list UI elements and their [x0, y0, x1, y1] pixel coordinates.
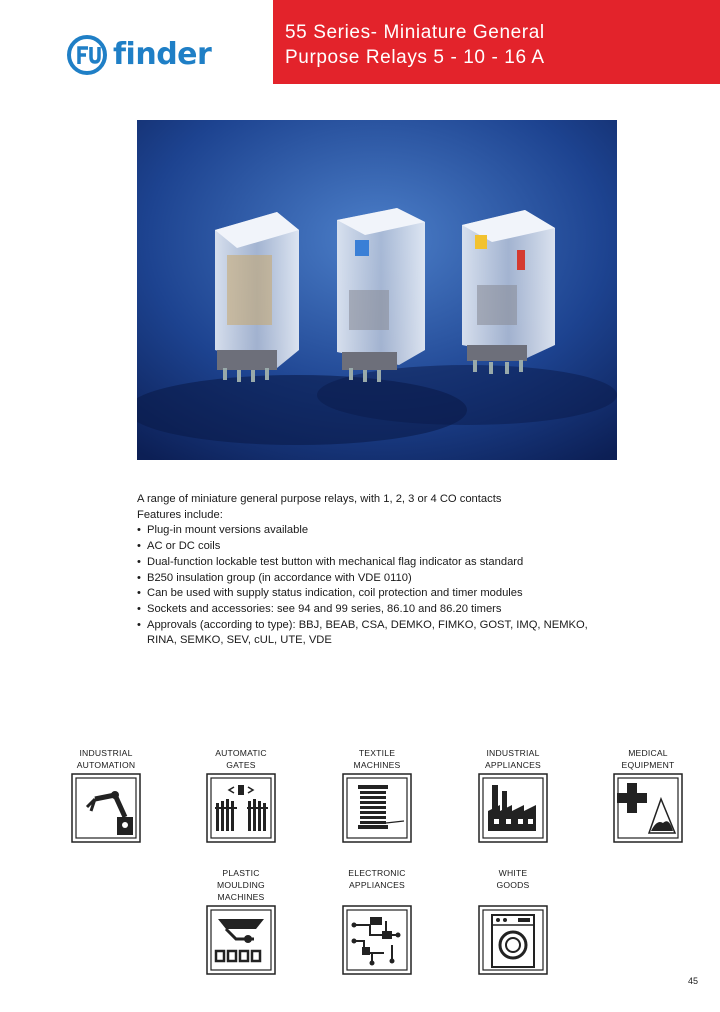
feature-item: • Can be used with supply status indication, coil protection and timer modules — [137, 586, 607, 602]
application-label: ELECTRONIC APPLIANCES — [348, 868, 406, 890]
page-title-line-1: 55 Series- Miniature General — [285, 22, 545, 43]
feature-item: • AC or DC coils — [137, 539, 607, 555]
page-number: 45 — [688, 976, 699, 986]
feature-item: • B250 insulation group (in accordance with VDE 0110) — [137, 571, 607, 587]
washing-machine-icon — [478, 905, 548, 975]
description-block — [137, 492, 607, 649]
finder-logo-mark-icon — [66, 34, 108, 76]
feature-item: • Dual-function lockable test button with mechanical flag indicator as standard — [137, 555, 607, 571]
application-medical-equipment — [588, 747, 708, 771]
relay-1 — [215, 212, 299, 382]
application-industrial-automation — [46, 747, 166, 771]
moulding-icon — [206, 905, 276, 975]
application-industrial-appliances — [453, 747, 573, 771]
circuit-board-icon — [342, 905, 412, 975]
relay-2 — [337, 208, 425, 382]
application-label: PLASTIC MOULDING MACHINES — [217, 868, 265, 902]
application-label: TEXTILE MACHINES — [353, 748, 401, 770]
application-label: AUTOMATIC GATES — [215, 748, 267, 770]
application-automatic-gates — [181, 747, 301, 771]
application-plastic-moulding-machines — [181, 867, 301, 903]
gate-icon — [206, 773, 276, 843]
spool-icon — [342, 773, 412, 843]
factory-icon — [478, 773, 548, 843]
feature-item: • Plug-in mount versions available — [137, 523, 607, 539]
application-label: MEDICAL EQUIPMENT — [621, 748, 675, 770]
application-white-goods — [453, 867, 573, 891]
features-list — [137, 523, 607, 649]
title-banner — [273, 0, 720, 84]
feature-item: • Approvals (according to type): BBJ, BEAB, CSA, DEMKO, FIMKO, GOST, IMQ, NEMKO, RINA, SEMKO, SEV, cUL, UTE, VDE — [137, 618, 607, 649]
medical-cross-icon — [613, 773, 683, 843]
application-label: WHITE GOODS — [496, 868, 530, 890]
application-textile-machines — [317, 747, 437, 771]
application-electronic-appliances — [317, 867, 437, 891]
brand-name: finder — [113, 37, 212, 72]
robot-arm-icon — [71, 773, 141, 843]
relays-photo — [137, 120, 617, 460]
page-title-line-2: Purpose Relays 5 - 10 - 16 A — [285, 47, 545, 68]
relay-3 — [462, 210, 555, 374]
application-label: INDUSTRIAL AUTOMATION — [76, 748, 136, 770]
application-label: INDUSTRIAL APPLIANCES — [485, 748, 541, 770]
description-intro: A range of miniature general purpose relays, with 1, 2, 3 or 4 CO contacts — [137, 493, 502, 505]
feature-item: • Sockets and accessories: see 94 and 99 series, 86.10 and 86.20 timers — [137, 602, 607, 618]
features-heading: Features include: — [137, 508, 223, 521]
finder-logo[interactable] — [66, 30, 211, 80]
